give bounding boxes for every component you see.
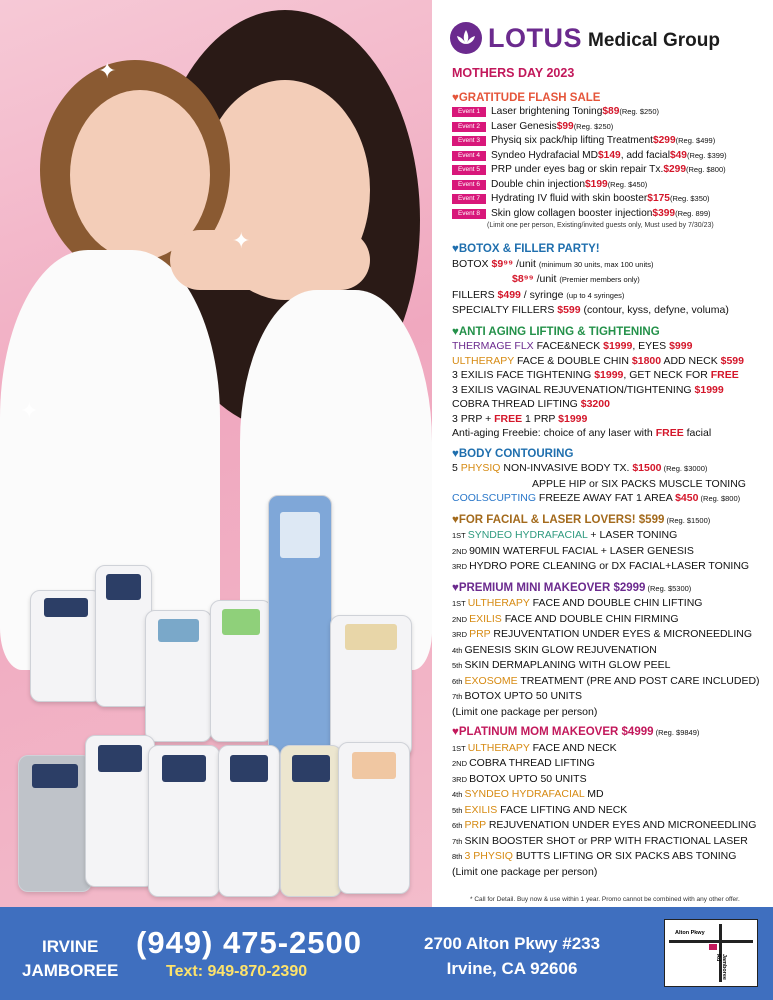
item-number: 5th	[452, 661, 465, 670]
location-map[interactable]	[664, 919, 758, 987]
item-brand: SYNDEO HYDRAFACIAL	[464, 788, 585, 800]
event-badge: Event 5	[452, 165, 486, 175]
event-badge: Event 4	[452, 151, 486, 161]
botox-price: $599	[557, 304, 581, 316]
address-line2: Irvine, CA 92606	[446, 959, 578, 978]
item-text: GENESIS SKIN GLOW REJUVENATION	[464, 643, 657, 656]
device-machine	[148, 745, 220, 897]
item-brand: ULTHERAPY	[467, 597, 530, 609]
event-extra: , add facial	[620, 149, 670, 161]
offers-panel	[432, 0, 773, 907]
botox-price: $9⁹⁹	[491, 257, 514, 270]
item-text: TREATMENT (PRE AND POST CARE INCLUDED)	[517, 674, 760, 687]
address[interactable]	[424, 931, 600, 981]
platinum-line	[452, 818, 772, 834]
location-label	[22, 935, 118, 983]
anti-aging-line: 3 EXILIS FACE TIGHTENING $1999, GET NECK FOR FREE	[452, 369, 739, 381]
botox-list	[452, 257, 772, 319]
location-area: JAMBOREE	[22, 961, 119, 980]
item-number: 3RD	[452, 562, 470, 571]
item-brand: ULTHERAPY	[467, 741, 530, 754]
event-text: Skin glow collagen booster injection	[491, 207, 653, 219]
botox-note: (up to 4 syringes)	[566, 290, 625, 300]
sparkle-icon: ✦	[232, 228, 251, 253]
item-text: FACE AND NECK	[529, 741, 617, 754]
item-text: FACE LIFTING AND NECK	[497, 803, 628, 816]
item-number: 2ND	[452, 759, 470, 768]
offers-list	[452, 66, 772, 879]
anti-aging-title: ♥ANTI AGING LIFTING & TIGHTENING	[452, 325, 660, 338]
anti-aging-line: 3 EXILIS VAGINAL REJUVENATION/TIGHTENING $1999	[452, 383, 724, 396]
event-list	[452, 105, 772, 221]
event-price: $99	[556, 120, 574, 132]
item-number: 2ND	[452, 546, 470, 556]
item-number: 1ST	[452, 531, 468, 540]
item-brand: PRP	[464, 819, 486, 831]
event-reg: (Reg. $350)	[669, 194, 710, 203]
item-number: 5th	[452, 805, 465, 815]
sparkle-icon: ✦	[20, 398, 39, 423]
device-machine	[338, 742, 410, 894]
event-text: Double chin injection	[491, 178, 586, 190]
platinum-line	[452, 803, 772, 819]
item-text: SKIN BOOSTER SHOT or PRP WITH FRACTIONAL LASER	[464, 834, 748, 847]
item-text: REJUVENTATION UNDER EYES & MICRONEEDLING	[490, 628, 753, 640]
platinum-line	[452, 741, 772, 757]
event-price: $399	[652, 207, 676, 219]
premium-line	[452, 596, 772, 612]
item-number: 2ND	[452, 614, 470, 624]
item-text: REJUVENATION UNDER EYES AND MICRONEEDLING	[485, 819, 757, 831]
item-number: 6th	[452, 676, 465, 686]
item-number: 4th	[452, 645, 465, 655]
event-row	[452, 192, 772, 207]
premium-line	[452, 643, 772, 659]
premium-title: ♥PREMIUM MINI MAKEOVER $2999 (Reg. $5300)	[452, 581, 692, 594]
botox-line	[452, 288, 772, 304]
platinum-line	[452, 787, 772, 803]
item-brand: EXOSOME	[464, 674, 518, 687]
item-brand: 3 PHYSIQ	[464, 850, 513, 862]
item-text: + LASER TONING	[587, 529, 678, 541]
event-row	[452, 207, 772, 222]
map-marker-icon	[709, 944, 717, 950]
device-machine	[95, 565, 152, 707]
map-street-label: Jamboree Rd	[715, 954, 727, 980]
device-machine	[210, 600, 272, 742]
event-badge: Event 8	[452, 209, 486, 219]
item-text: 90MIN WATERFUL FACIAL + LASER GENESIS	[469, 544, 694, 557]
event-row	[452, 178, 772, 193]
botox-note: (minimum 30 units, max 100 units)	[538, 259, 654, 269]
item-number: 1ST	[452, 743, 468, 753]
device-machine	[218, 745, 280, 897]
botox-line	[452, 303, 772, 319]
brand-logo	[450, 22, 720, 54]
facial-list	[452, 528, 772, 575]
item-brand: SYNDEO HYDRAFACIAL	[467, 529, 588, 541]
brand-name: LOTUS	[488, 22, 582, 53]
event-badge: Event 3	[452, 136, 486, 146]
facial-line	[452, 559, 772, 575]
premium-line	[452, 612, 772, 628]
device-machine	[268, 495, 332, 757]
body-title: ♥BODY CONTOURING	[452, 447, 574, 460]
disclaimer: * Call for Detail. Buy now & use within 1 year. Promo cannot be combined with any other offer.	[470, 896, 740, 903]
platinum-line	[452, 756, 772, 772]
facial-line	[452, 544, 772, 560]
item-text: BOTOX UPTO 50 UNITS	[464, 690, 582, 702]
platinum-list	[452, 741, 772, 865]
gratitude-note: (Limit one per person, Existing/invited guests only, Must used by 7/30/23)	[487, 222, 714, 229]
item-number: 6th	[452, 821, 465, 830]
event-price: $49	[669, 149, 687, 161]
item-brand: PRP	[469, 628, 491, 640]
event-badge: Event 6	[452, 180, 486, 190]
botox-unit: / syringe	[520, 288, 567, 301]
device-machine	[18, 755, 92, 892]
event-row	[452, 163, 772, 178]
botox-unit: (contour, kyss, defyne, voluma)	[580, 304, 729, 316]
botox-price: $499	[497, 288, 521, 301]
event-text: PRP under eyes bag or skin repair Tx.	[491, 164, 664, 175]
event-row	[452, 134, 772, 149]
device-machine	[85, 735, 155, 887]
body-line: COOLSCUPTING FREEZE AWAY FAT 1 AREA $450 (Reg. $800)	[452, 492, 741, 504]
event-reg: (Reg. $399)	[686, 150, 727, 160]
botox-text: FILLERS	[452, 288, 498, 301]
item-text: COBRA THREAD LIFTING	[469, 757, 595, 769]
device-machine	[145, 610, 212, 742]
event-price: $149	[598, 149, 621, 161]
event-badge: Event 7	[452, 194, 486, 204]
event-price: $199	[585, 178, 608, 190]
event-row	[452, 149, 772, 164]
item-number: 7th	[452, 692, 465, 701]
botox-line	[452, 272, 772, 288]
device-machine	[330, 615, 412, 757]
botox-note: (Premier members only)	[559, 275, 640, 284]
event-reg: (Reg. $499)	[675, 136, 716, 145]
event-price: $299	[663, 164, 687, 175]
anti-aging-line: Anti-aging Freebie: choice of any laser with FREE facial	[452, 427, 712, 439]
botox-unit: /unit	[513, 257, 539, 270]
event-reg: (Reg. $250)	[619, 107, 659, 116]
botox-text: BOTOX	[452, 257, 492, 270]
platinum-limit: (Limit one package per person)	[452, 865, 598, 878]
item-number: 8th	[452, 852, 465, 861]
premium-limit: (Limit one package per person)	[452, 705, 598, 718]
event-badge: Event 1	[452, 107, 486, 117]
gratitude-title: ♥GRATITUDE FLASH SALE	[452, 91, 601, 104]
phone-number[interactable]: (949) 475-2500	[136, 925, 362, 960]
platinum-line	[452, 834, 772, 850]
event-badge: Event 2	[452, 122, 486, 132]
event-text: Laser brightening Toning	[491, 106, 603, 117]
event-row	[452, 105, 772, 120]
device-machine	[30, 590, 102, 702]
item-text: SKIN DERMAPLANING WITH GLOW PEEL	[464, 659, 671, 671]
event-reg: (Reg. $250)	[573, 121, 614, 131]
item-text: FACE AND DOUBLE CHIN FIRMING	[501, 612, 679, 625]
event-reg: (Reg. 899)	[675, 208, 711, 218]
item-number: 1ST	[452, 599, 468, 608]
event-text: Hydrating IV fluid with skin booster	[491, 193, 648, 204]
item-text: FACE AND DOUBLE CHIN LIFTING	[529, 597, 703, 609]
child-arm	[170, 230, 370, 290]
promo-title: MOTHERS DAY 2023	[452, 66, 575, 80]
item-number: 3RD	[452, 774, 470, 784]
sparkle-icon: ✦	[98, 58, 117, 83]
body-line: APPLE HIP or SIX PACKS MUSCLE TONING	[532, 477, 746, 490]
event-reg: (Reg. $450)	[607, 179, 648, 189]
event-text: Laser Genesis	[491, 120, 557, 132]
brand-subtitle: Medical Group	[588, 30, 720, 51]
platinum-line	[452, 849, 772, 865]
premium-line	[452, 674, 772, 690]
device-machine	[280, 745, 342, 897]
event-price: $89	[602, 106, 620, 117]
location-city: IRVINE	[41, 937, 99, 956]
premium-line	[452, 627, 772, 643]
premium-list	[452, 596, 772, 705]
facial-line	[452, 528, 772, 544]
event-text: Syndeo Hydrafacial MD	[491, 149, 599, 161]
event-reg: (Reg. $800)	[686, 165, 726, 174]
item-text: BUTTS LIFTING OR SIX PACKS ABS TONING	[512, 850, 737, 862]
footer	[0, 907, 773, 1000]
item-text: HYDRO PORE CLEANING or DX FACIAL+LASER TONING	[469, 560, 750, 572]
item-text: MD	[584, 788, 604, 800]
item-number: 4th	[452, 790, 465, 799]
premium-line	[452, 658, 772, 674]
platinum-line	[452, 772, 772, 788]
premium-line	[452, 689, 772, 705]
anti-aging-line: COBRA THREAD LIFTING $3200	[452, 398, 610, 410]
body-line: 5 PHYSIQ NON-INVASIVE BODY TX. $1500 (Reg. $3000)	[452, 462, 708, 474]
event-price: $175	[647, 193, 670, 204]
event-row	[452, 120, 772, 135]
anti-aging-line: 3 PRP + FREE 1 PRP $1999	[452, 412, 588, 425]
text-number[interactable]: Text: 949-870-2390	[166, 963, 308, 980]
botox-text: SPECIALTY FILLERS	[452, 304, 558, 316]
item-number: 7th	[452, 836, 465, 846]
botox-price: $8⁹⁹	[512, 273, 534, 285]
item-text: BOTOX UPTO 50 UNITS	[469, 772, 587, 785]
item-brand: EXILIS	[464, 803, 498, 816]
platinum-title: ♥PLATINUM MOM MAKEOVER $4999 (Reg. $9849)	[452, 726, 700, 738]
map-street-label: Alton Pkwy	[675, 930, 705, 936]
item-brand: EXILIS	[469, 612, 502, 625]
anti-aging-line: THERMAGE FLX FACE&NECK $1999, EYES $999	[452, 340, 693, 352]
event-price: $299	[652, 135, 676, 146]
address-line1: 2700 Alton Pkwy #233	[424, 934, 601, 953]
botox-line	[452, 257, 772, 273]
event-text: Physiq six pack/hip lifting Treatment	[491, 135, 653, 146]
botox-title: ♥BOTOX & FILLER PARTY!	[452, 243, 600, 255]
anti-aging-line: ULTHERAPY FACE & DOUBLE CHIN $1800 ADD NECK $599	[452, 354, 744, 367]
item-number: 3RD	[452, 630, 470, 639]
lotus-icon	[450, 22, 482, 54]
facial-title: ♥FOR FACIAL & LASER LOVERS! $599 (Reg. $1500)	[452, 513, 711, 526]
botox-unit: /unit	[533, 273, 560, 285]
